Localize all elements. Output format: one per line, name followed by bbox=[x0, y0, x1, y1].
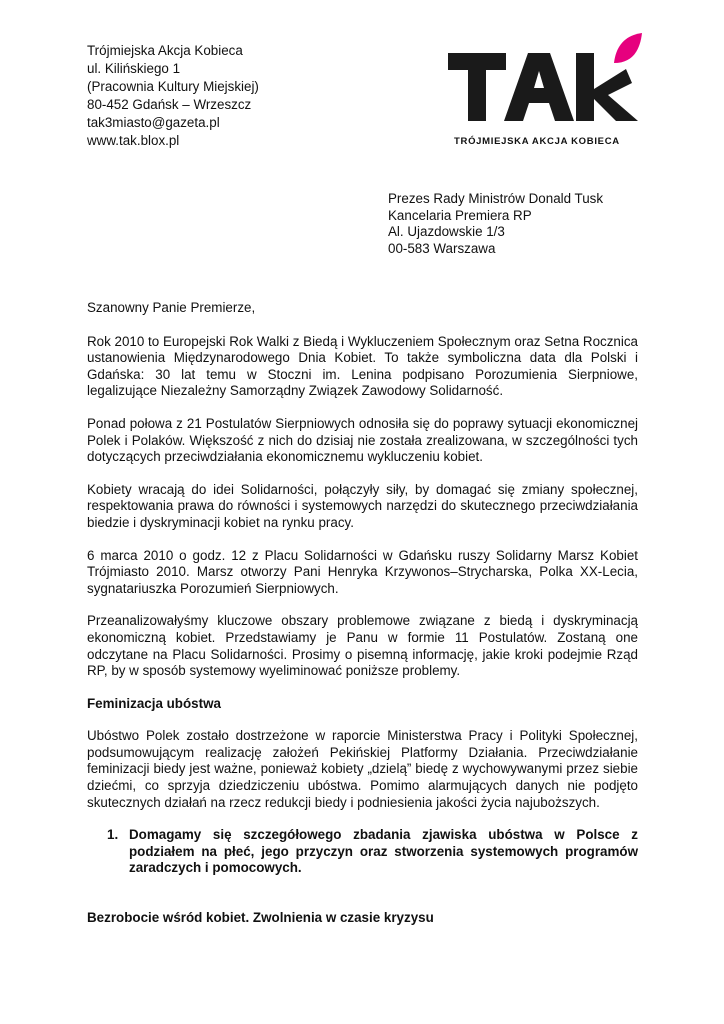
recipient-office: Kancelaria Premiera RP bbox=[388, 207, 532, 223]
sender-website: www.tak.blox.pl bbox=[87, 133, 180, 148]
sender-city: 80-452 Gdańsk – Wrzeszcz bbox=[87, 97, 252, 112]
demand-text: Domagamy się szczegółowego zbadania zjawiska ubóstwa w Polsce z podziałem na płeć, jego przyczyn oraz stworzenia systemowych programów zaradczych i pomocowych. bbox=[129, 827, 638, 876]
paragraph-solidarity: Kobiety wracają do idei Solidarności, połączyły siły, by domagać się zmiany społecznej, respektowania prawa do równości i systemowych narzędzi do skutecznego przeciwdziałania biedzie i dyskryminacji kobiet na rynku pracy. bbox=[87, 481, 638, 530]
tak-logo bbox=[448, 33, 644, 153]
demand-item bbox=[107, 827, 638, 877]
recipient-city: 00-583 Warszawa bbox=[388, 240, 496, 256]
paragraph-intro: Rok 2010 to Europejski Rok Walki z Biedą i Wykluczeniem Społecznym oraz Setna Rocznica ustanowienia Międzynarodowego Dnia Kobiet. To także symboliczna data dla Polski i Gdańska: 30 lat temu w Stoczni im. Lenina podpisano Porozumienia Sierpniowe, legalizujące Niezależny Samorządny Związek Zawodowy Solidarność. bbox=[87, 333, 638, 399]
paragraph-poverty: Ubóstwo Polek zostało dostrzeżone w raporcie Ministerstwa Pracy i Polityki Społecznej, podsumowującym realizację założeń Pekińskiej Platformy Działania. Przeciwdziałanie feminizacji biedy jest ważne, ponieważ kobiety „dzielą” biedę z wychowywanymi przez siebie dziećmi, co sprzyja dziedziczeniu ubóstwa. Pomimo alarmujących danych nie podjęto skutecznych działań na rzecz redukcji biedy i podniesienia jakości życia najuboższych. bbox=[87, 728, 638, 810]
letter-body bbox=[87, 300, 638, 943]
demand-number: 1. bbox=[107, 827, 119, 843]
recipient-name: Prezes Rady Ministrów Donald Tusk bbox=[388, 191, 604, 206]
sender-email: tak3miasto@gazeta.pl bbox=[87, 115, 220, 130]
recipient-street: Al. Ujazdowskie 1/3 bbox=[388, 224, 505, 239]
section-heading-poverty: Feminizacja ubóstwa bbox=[87, 695, 221, 711]
recipient-address bbox=[388, 191, 603, 257]
paragraph-march: 6 marca 2010 o godz. 12 z Placu Solidarności w Gdańsku ruszy Solidarny Marsz Kobiet Trójmiasto 2010. Marsz otworzy Pani Henryka Krzywonos–Strycharska, Polka XX-Lecia, sygnatariuszka Porozumień Sierpniowych. bbox=[87, 547, 638, 596]
tak-logo-leaf bbox=[614, 33, 642, 63]
sender-organization: Trójmiejska Akcja Kobieca bbox=[87, 43, 243, 58]
logo-subtitle: TRÓJMIEJSKA AKCJA KOBIECA bbox=[454, 136, 620, 147]
sender-venue: (Pracownia Kultury Miejskiej) bbox=[87, 79, 259, 94]
paragraph-postulates: Ponad połowa z 21 Postulatów Sierpniowych odnosiła się do poprawy sytuacji ekonomicznej Polek i Polaków. Większość z nich do dzisiaj nie została zrealizowana, w szczególności tych dotyczących przeciwdziałania ekonomicznemu wykluczeniu kobiet. bbox=[87, 415, 638, 465]
sender-street: ul. Kilińskiego 1 bbox=[87, 61, 181, 76]
tak-logo-letters bbox=[448, 53, 638, 121]
paragraph-analysis: Przeanalizowałyśmy kluczowe obszary problemowe związane z biedą i dyskryminacją ekonomiczną kobiet. Przedstawiamy je Panu w formie 11 Postulatów. Zostaną one odczytane na Placu Solidarności. Prosimy o pisemną informację, jakie kroki podejmie Rząd RP, by w sposób systemowy wyeliminować poniższe problemy. bbox=[87, 613, 638, 679]
sender-address bbox=[87, 42, 259, 150]
section-heading-unemployment: Bezrobocie wśród kobiet. Zwolnienia w czasie kryzysu bbox=[87, 910, 434, 926]
salutation: Szanowny Panie Premierze, bbox=[87, 300, 256, 315]
